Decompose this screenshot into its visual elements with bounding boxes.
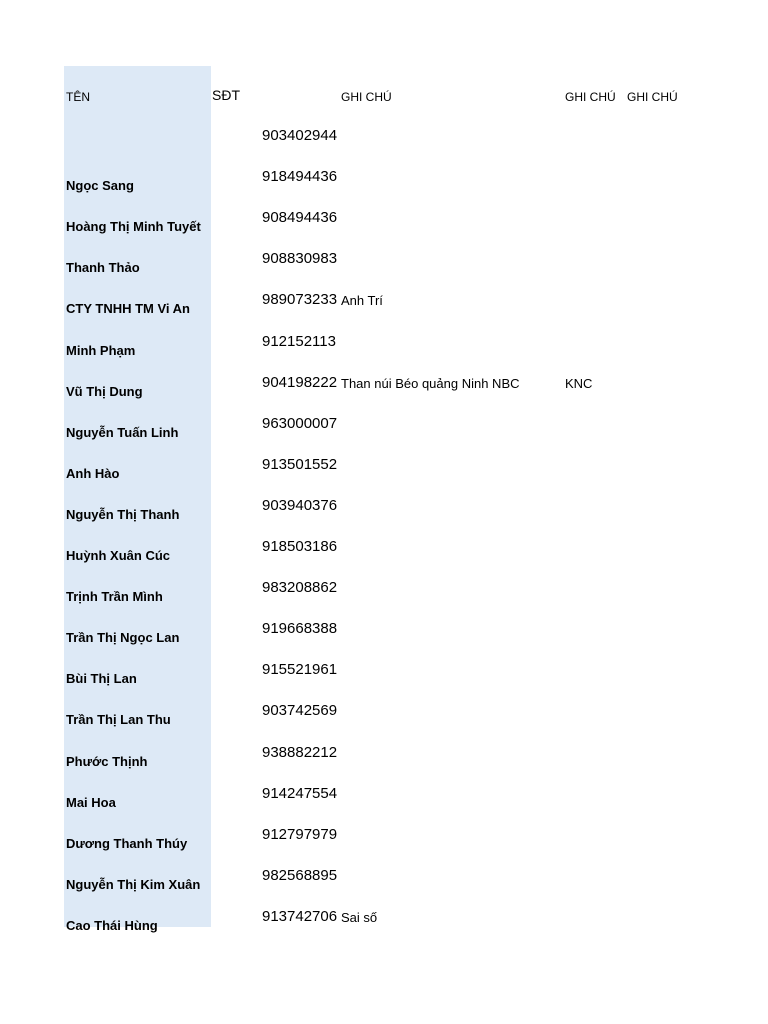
contact-phone: 912797979: [262, 825, 338, 843]
table-row: [0, 404, 768, 445]
table-row: [0, 322, 768, 363]
contact-phone: 908830983: [262, 250, 338, 268]
contact-name: Trần Thị Lan Thu: [66, 712, 171, 728]
contact-phone: 914247554: [262, 784, 338, 802]
contact-note-2: KNC: [565, 375, 593, 391]
contact-name: Ngọc Sang: [66, 178, 134, 194]
header-ghi-chu-3: GHI CHÚ: [627, 90, 678, 104]
table-row: [0, 568, 768, 609]
table-row: [0, 116, 768, 157]
table-row: [0, 280, 768, 321]
header-ghi-chu-2: GHI CHÚ: [565, 90, 616, 104]
contact-name: CTY TNHH TM Vi An: [66, 301, 190, 317]
contact-phone: 912152113: [262, 332, 336, 350]
contact-name: Trịnh Trần Mình: [66, 589, 163, 605]
contact-phone: 919668388: [262, 620, 338, 638]
contact-phone: 983208862: [262, 579, 338, 597]
contact-phone: 982568895: [262, 866, 338, 884]
contact-phone: 915521961: [262, 661, 338, 679]
contact-name: Mai Hoa: [66, 794, 116, 810]
contact-name: Thanh Thảo: [66, 260, 140, 276]
contact-note: Anh Trí: [341, 293, 383, 309]
table-row: [0, 609, 768, 650]
contact-phone: 903742569: [262, 702, 338, 720]
table-row: [0, 486, 768, 527]
table-row: [0, 815, 768, 856]
contact-note: Than núi Béo quảng Ninh NBC: [341, 375, 520, 391]
contact-name: Hoàng Thị Minh Tuyết: [66, 219, 201, 235]
contact-phone: 904198222: [262, 373, 338, 391]
table-row: [0, 157, 768, 198]
contact-phone: 913742706: [262, 907, 338, 925]
contact-name: Nguyễn Thị Kim Xuân: [66, 876, 201, 892]
contact-name: Nguyễn Thị Thanh: [66, 506, 180, 522]
contact-name: Nguyễn Tuấn Linh: [66, 424, 179, 440]
contact-phone: 908494436: [262, 209, 338, 227]
table-row: [0, 650, 768, 691]
header-ten: TÊN: [66, 90, 90, 104]
contact-phone: 989073233: [262, 291, 338, 309]
table-row: [0, 198, 768, 239]
contact-name: Phước Thịnh: [66, 753, 148, 769]
table-row: [0, 733, 768, 774]
table-row: [0, 856, 768, 897]
table-row: [0, 774, 768, 815]
contact-phone: 913501552: [262, 455, 338, 473]
contact-name: Anh Hào: [66, 465, 120, 481]
contact-phone: 918503186: [262, 538, 338, 555]
contact-phone: 918494436: [262, 168, 338, 186]
table-row: [0, 445, 768, 486]
header-ghi-chu-1: GHI CHÚ: [341, 90, 392, 104]
contact-note: Sai số: [341, 909, 378, 925]
contact-name: Huỳnh Xuân Cúc: [66, 548, 171, 563]
contact-phone: 903940376: [262, 496, 338, 514]
contact-phone: 903402944: [262, 127, 338, 144]
contact-name: Vũ Thị Dung: [66, 383, 143, 399]
contact-phone: 938882212: [262, 743, 338, 761]
contact-name: Bùi Thị Lan: [66, 671, 137, 687]
header-sdt: SĐT: [212, 87, 240, 103]
table-row: [0, 897, 768, 938]
contact-name: Minh Phạm: [66, 342, 136, 358]
contact-name: Trần Thị Ngọc Lan: [66, 630, 180, 646]
table-row: [0, 363, 768, 404]
contact-name: Dương Thanh Thúy: [66, 835, 188, 851]
table-row: [0, 527, 768, 568]
contact-phone: 963000007: [262, 414, 338, 432]
table-row: [0, 239, 768, 280]
table-row: [0, 691, 768, 732]
contact-name: Cao Thái Hùng: [66, 917, 158, 933]
